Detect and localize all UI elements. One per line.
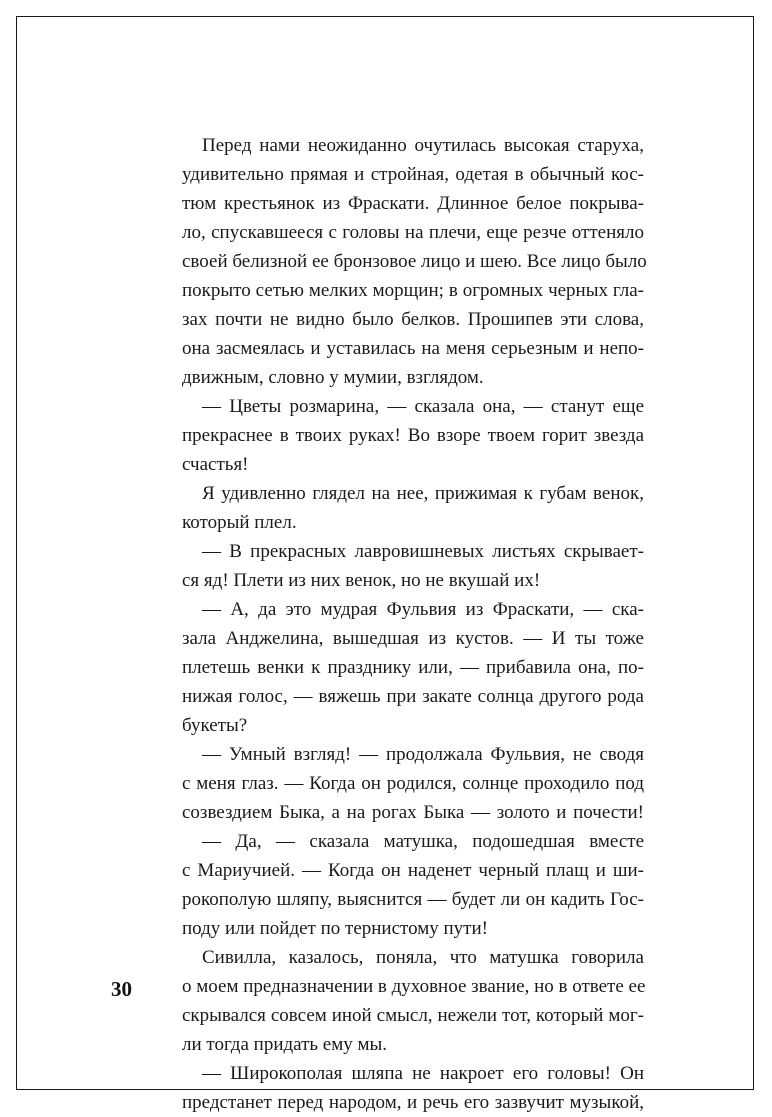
text-line: Перед нами неожиданно очутилась высокая старуха, [202,135,644,156]
text-line: удивительно прямая и стройная, одетая в обычный кос- [182,164,644,185]
text-line: Я удивленно глядел на нее, прижимая к губам венок, [202,483,644,504]
text-line: прекраснее в твоих руках! Во взоре твоем горит звезда [182,425,644,446]
page-text [182,131,647,1117]
text-line: плетешь венки к празднику или, — прибавила она, по- [182,657,644,678]
text-line: который плел. [182,512,297,533]
text-line: поду или пойдет по тернистому пути! [182,918,488,939]
text-line: предстанет перед народом, и речь его зазвучит музыкой, [182,1092,644,1113]
text-line: созвездием Быка, а на рогах Быка — золото и почести! [182,802,644,823]
text-line: ло, спускавшееся с головы на плечи, еще резче оттеняло [182,222,644,243]
text-line: тюм крестьянок из Фраскати. Длинное белое покрыва- [182,193,644,214]
page-number: 30 [111,977,132,1001]
text-line: с меня глаз. — Когда он родился, солнце проходило под [182,773,644,794]
text-line: букеты? [182,715,248,736]
text-line: движным, словно у мумии, взглядом. [182,367,484,388]
text-line: ли тогда придать ему мы. [182,1034,388,1055]
text-line: о моем предназначении в духовное звание, но в ответе ее [182,976,646,997]
text-line: — А, да это мудрая Фульвия из Фраскати, — ска- [202,599,644,620]
text-line: она засмеялась и уставилась на меня серьезным и непо- [182,338,644,359]
text-line: скрывался совсем иной смысл, нежели тот, который мог- [182,1005,644,1026]
text-line: зах почти не видно было белков. Прошипев эти слова, [182,309,644,330]
text-line: — Широкополая шляпа не накроет его головы! Он [202,1063,644,1084]
text-line: счастья! [182,454,249,475]
text-line: рокополую шляпу, выяснится — будет ли он кадить Гос- [182,889,644,910]
text-line: — Умный взгляд! — продолжала Фульвия, не сводя [202,744,644,765]
text-line: нижая голос, — вяжешь при закате солнца другого рода [182,686,644,707]
text-line: своей белизной ее бронзовое лицо и шею. Все лицо было [182,251,647,272]
text-line: зала Анджелина, вышедшая из кустов. — И ты тоже [182,628,644,649]
text-line: — Цветы розмарина, — сказала она, — станут еще [202,396,644,417]
text-line: — В прекрасных лавровишневых листьях скрывает- [202,541,644,562]
text-line: ся яд! Плети из них венок, но не вкушай их! [182,570,541,591]
text-line: — Да, — сказала матушка, подошедшая вместе [202,831,644,852]
text-line: Сивилла, казалось, поняла, что матушка говорила [202,947,644,968]
text-line: покрыто сетью мелких морщин; в огромных черных гла- [182,280,644,301]
text-line: с Мариучией. — Когда он наденет черный плащ и ши- [182,860,644,881]
book-page [16,16,754,1113]
